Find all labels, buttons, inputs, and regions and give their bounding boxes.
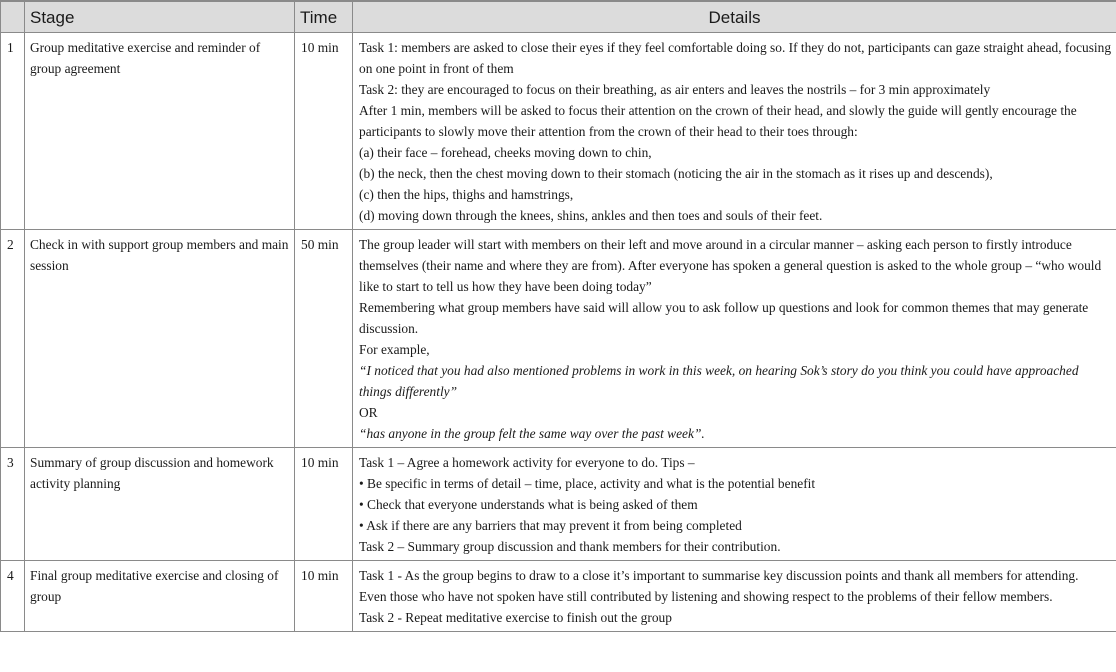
- details-line: • Be specific in terms of detail – time, place, activity and what is the potential benefit: [359, 476, 816, 491]
- header-details: Details: [353, 1, 1116, 33]
- details-line: “I noticed that you had also mentioned problems in work in this week, on hearing Sok’s story do you think you could have approached things differently”: [359, 363, 1079, 399]
- details-cell: [353, 33, 1116, 230]
- details-line: After 1 min, members will be asked to focus their attention on the crown of their head, and slowly the guide will gently encourage the participants to slowly move their attention from the crown of their head to their toes through:: [359, 103, 1077, 139]
- time-cell: 10 min: [295, 33, 353, 230]
- details-cell: [353, 448, 1116, 561]
- details-cell: [353, 561, 1116, 632]
- details-line: (c) then the hips, thighs and hamstrings,: [359, 187, 574, 202]
- table-body: [1, 33, 1116, 632]
- stage-cell: Check in with support group members and main session: [25, 230, 295, 448]
- details-line: “has anyone in the group felt the same way over the past week”.: [359, 426, 705, 441]
- details-line: (a) their face – forehead, cheeks moving down to chin,: [359, 145, 652, 160]
- details-line: Remembering what group members have said will allow you to ask follow up questions and look for common themes that may generate discussion.: [359, 300, 1089, 336]
- table-row: [1, 448, 1116, 561]
- row-number: 1: [1, 33, 25, 230]
- table-row: [1, 561, 1116, 632]
- details-line: Task 2: they are encouraged to focus on their breathing, as air enters and leaves the nostrils – for 3 min approximately: [359, 82, 991, 97]
- table-row: [1, 33, 1116, 230]
- row-number: 2: [1, 230, 25, 448]
- details-line: (b) the neck, then the chest moving down to their stomach (noticing the air in the stomach as it rises up and descends),: [359, 166, 993, 181]
- details-line: Task 1 - As the group begins to draw to a close it’s important to summarise key discussion points and thank all members for attending.: [359, 568, 1079, 583]
- details-line: For example,: [359, 342, 430, 357]
- header-number: [1, 1, 25, 33]
- details-line: (d) moving down through the knees, shins, ankles and then toes and souls of their feet.: [359, 208, 823, 223]
- table-row: [1, 230, 1116, 448]
- stage-cell: Summary of group discussion and homework activity planning: [25, 448, 295, 561]
- row-number: 3: [1, 448, 25, 561]
- details-line: OR: [359, 405, 378, 420]
- details-line: Even those who have not spoken have still contributed by listening and showing respect to the problems of their fellow members.: [359, 589, 1053, 604]
- details-line: Task 2 – Summary group discussion and thank members for their contribution.: [359, 539, 781, 554]
- details-line: Task 2 - Repeat meditative exercise to finish out the group: [359, 610, 672, 625]
- row-number: 4: [1, 561, 25, 632]
- details-line: Task 1 – Agree a homework activity for everyone to do. Tips –: [359, 455, 695, 470]
- time-cell: 50 min: [295, 230, 353, 448]
- details-cell: [353, 230, 1116, 448]
- stage-cell: Final group meditative exercise and closing of group: [25, 561, 295, 632]
- time-cell: 10 min: [295, 448, 353, 561]
- time-cell: 10 min: [295, 561, 353, 632]
- stage-cell: Group meditative exercise and reminder of group agreement: [25, 33, 295, 230]
- details-line: • Check that everyone understands what is being asked of them: [359, 497, 698, 512]
- details-line: Task 1: members are asked to close their eyes if they feel comfortable doing so. If they do not, participants can gaze straight ahead, focusing on one point in front of them: [359, 40, 1112, 76]
- details-line: • Ask if there are any barriers that may prevent it from being completed: [359, 518, 742, 533]
- header-time: Time: [295, 1, 353, 33]
- header-stage: Stage: [25, 1, 295, 33]
- details-line: The group leader will start with members on their left and move around in a circular manner – asking each person to firstly introduce themselves (their name and where they are from). After everyone has spoken a general question is asked to the whole group – “who would like to start to tell us how they have been doing today”: [359, 237, 1102, 294]
- header-row: [1, 1, 1116, 33]
